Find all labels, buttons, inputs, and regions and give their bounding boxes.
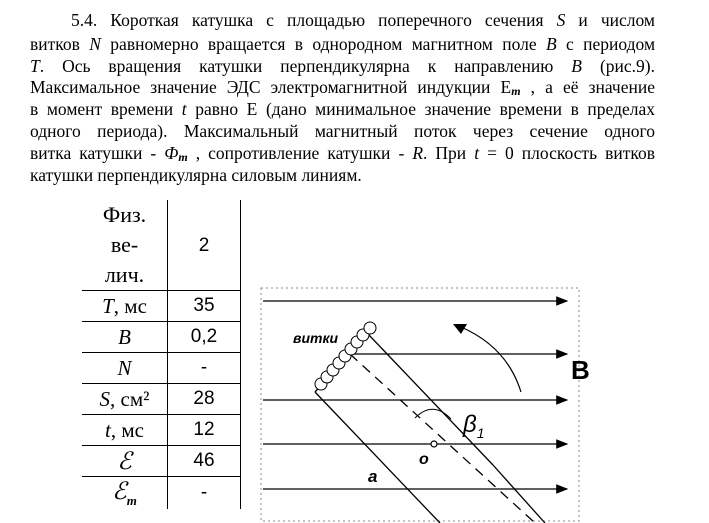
label-o: o [419, 451, 429, 468]
row-name-emf-max: ℰ$_m$ [82, 477, 168, 510]
row-name-emf: ℰ [82, 446, 168, 477]
problem-line-1: 5.4. Короткая катушка с площадью поперечного сечения S и числом [71, 10, 656, 30]
row-value-T: 35 [168, 291, 241, 322]
table-row [82, 415, 241, 446]
problem-line-5: в момент времени t равно E (дано минимальное значение времени в пределах [30, 99, 655, 119]
header-line-1: Физ. [102, 202, 147, 227]
table-row [82, 446, 241, 477]
row-name-S: S, см² [82, 384, 168, 415]
row-name-N: N [82, 353, 168, 384]
header-cell-quantity [82, 200, 168, 291]
header-line-3: лич. [104, 262, 145, 287]
label-coils: витки [293, 330, 339, 346]
label-beta: $\beta_1$ [463, 411, 485, 441]
row-name-B: B [82, 322, 168, 353]
problem-line-8: катушки перпендикулярна силовым линиям. [30, 165, 362, 185]
winding-circle [364, 322, 376, 334]
table-row [82, 322, 241, 353]
problem-line-3: T. Ось вращения катушки перпендикулярна к направлению B (рис.9). [30, 56, 655, 76]
coil-plane [315, 334, 545, 523]
problem-line-6: одного периода). Максимальный магнитный поток через сечение одного [30, 121, 655, 141]
header-line-2: ве- [110, 232, 139, 257]
row-value-S: 28 [168, 384, 241, 415]
problem-line-7: витка катушки - Фm , сопротивление катушки - R. При t = 0 плоскость витков [30, 143, 655, 164]
row-value-B: 0,2 [168, 322, 241, 353]
coil-far-edge [493, 465, 545, 523]
parameters-table [82, 200, 241, 509]
problem-line-2: витков N равномерно вращается в однородном магнитном поле B с периодом [30, 34, 656, 54]
row-name-t: t, мс [82, 415, 168, 446]
label-a: a [368, 467, 378, 486]
row-value-N: - [168, 353, 241, 384]
figure-9-rotating-coil [255, 282, 600, 523]
row-value-emf-max: - [168, 477, 241, 510]
rotation-arc [461, 327, 521, 392]
table-row [82, 353, 241, 384]
row-value-t: 12 [168, 415, 241, 446]
table-row [82, 291, 241, 322]
rotation-axis [350, 354, 535, 523]
figure-frame [261, 288, 579, 521]
table-row [82, 477, 241, 510]
table-row [82, 384, 241, 415]
row-value-emf: 46 [168, 446, 241, 477]
label-B: B [571, 355, 590, 385]
axis-point-o [431, 441, 437, 447]
problem-line-4: Максимальное значение ЭДС электромагнитной индукции Em , а её значение [30, 77, 655, 98]
row-name-T: T, мс [82, 291, 168, 322]
header-cell-variant: 2 [168, 200, 241, 291]
